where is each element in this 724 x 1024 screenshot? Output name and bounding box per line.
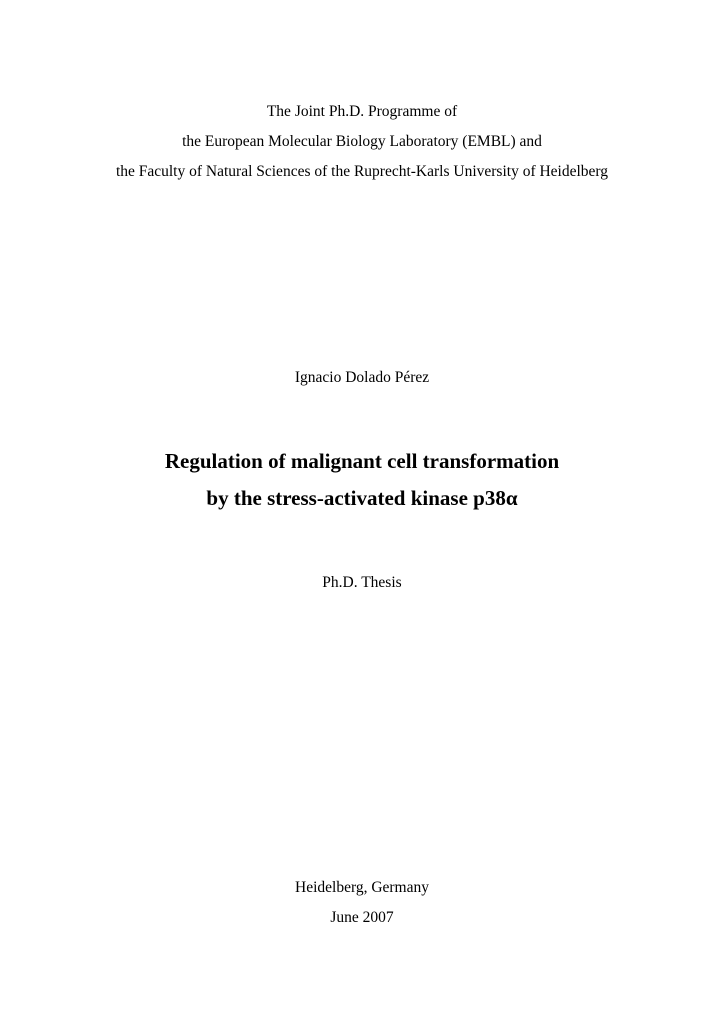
document-type: Ph.D. Thesis xyxy=(322,574,402,591)
author-name: Ignacio Dolado Pérez xyxy=(294,369,430,386)
programme-line-3: the Faculty of Natural Sciences of the Ruprecht-Karls University of Heidelberg xyxy=(115,163,609,180)
programme-line-1: The Joint Ph.D. Programme of xyxy=(266,103,458,120)
place: Heidelberg, Germany xyxy=(295,879,429,896)
programme-line-2: the European Molecular Biology Laboratory (EMBL) and xyxy=(182,133,542,150)
date: June 2007 xyxy=(330,909,394,926)
thesis-title-line-1: Regulation of malignant cell transformation xyxy=(164,449,560,473)
thesis-title-line-2: by the stress-activated kinase p38α xyxy=(206,486,518,510)
